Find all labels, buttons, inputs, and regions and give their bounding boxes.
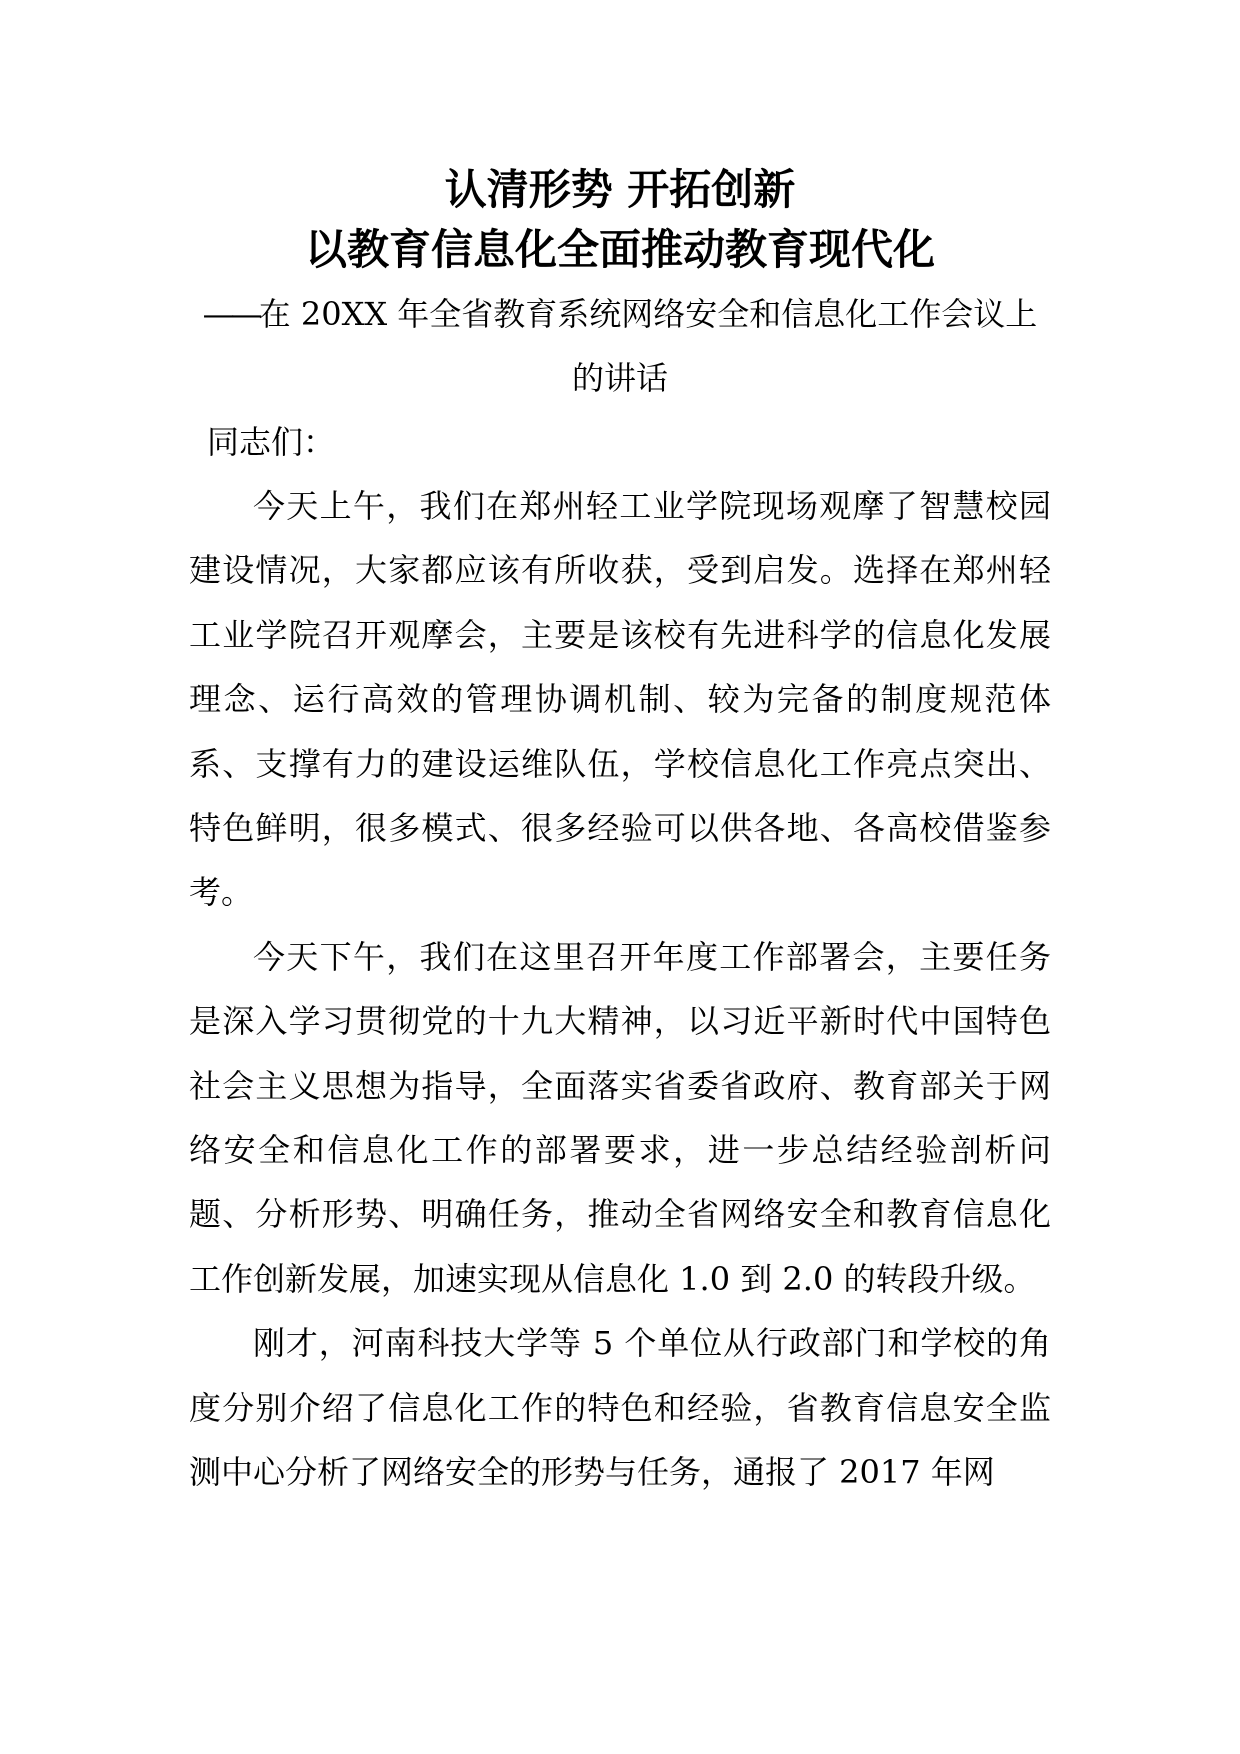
subtitle-text: 在 20XX 年全省教育系统网络安全和信息化工作会议上的讲话 — [258, 295, 1038, 397]
subtitle — [189, 282, 1051, 410]
document-page — [189, 160, 1051, 1505]
subtitle-dash: —— — [202, 295, 259, 333]
paragraph-2: 今天下午，我们在这里召开年度工作部署会，主要任务是深入学习贯彻党的十九大精神，以习近平新时代中国特色社会主义思想为指导，全面落实省委省政府、教育部关于网络安全和信息化工作的部署要求，进一步总结经验剖析问题、分析形势、明确任务，推动全省网络安全和教育信息化工作创新发展，加速实现从信息化 1.0 到 2.0 的转段升级。 — [189, 937, 1051, 1298]
title-line-1: 认清形势 开拓创新 — [444, 165, 796, 214]
salutation: 同志们： — [207, 423, 336, 461]
title-line-2: 以教育信息化全面推动教育现代化 — [304, 225, 935, 274]
paragraph-3: 刚才，河南科技大学等 5 个单位从行政部门和学校的角度分别介绍了信息化工作的特色和经验，省教育信息安全监测中心分析了网络安全的形势与任务，通报了 2017 年网 — [189, 1324, 1051, 1492]
paragraph-1: 今天上午，我们在郑州轻工业学院现场观摩了智慧校园建设情况，大家都应该有所收获，受到启发。选择在郑州轻工业学院召开观摩会，主要是该校有先进科学的信息化发展理念、运行高效的管理协调机制、较为完备的制度规范体系、支撑有力的建设运维队伍，学校信息化工作亮点突出、特色鲜明，很多模式、很多经验可以供各地、各高校借鉴参考。 — [189, 487, 1051, 912]
